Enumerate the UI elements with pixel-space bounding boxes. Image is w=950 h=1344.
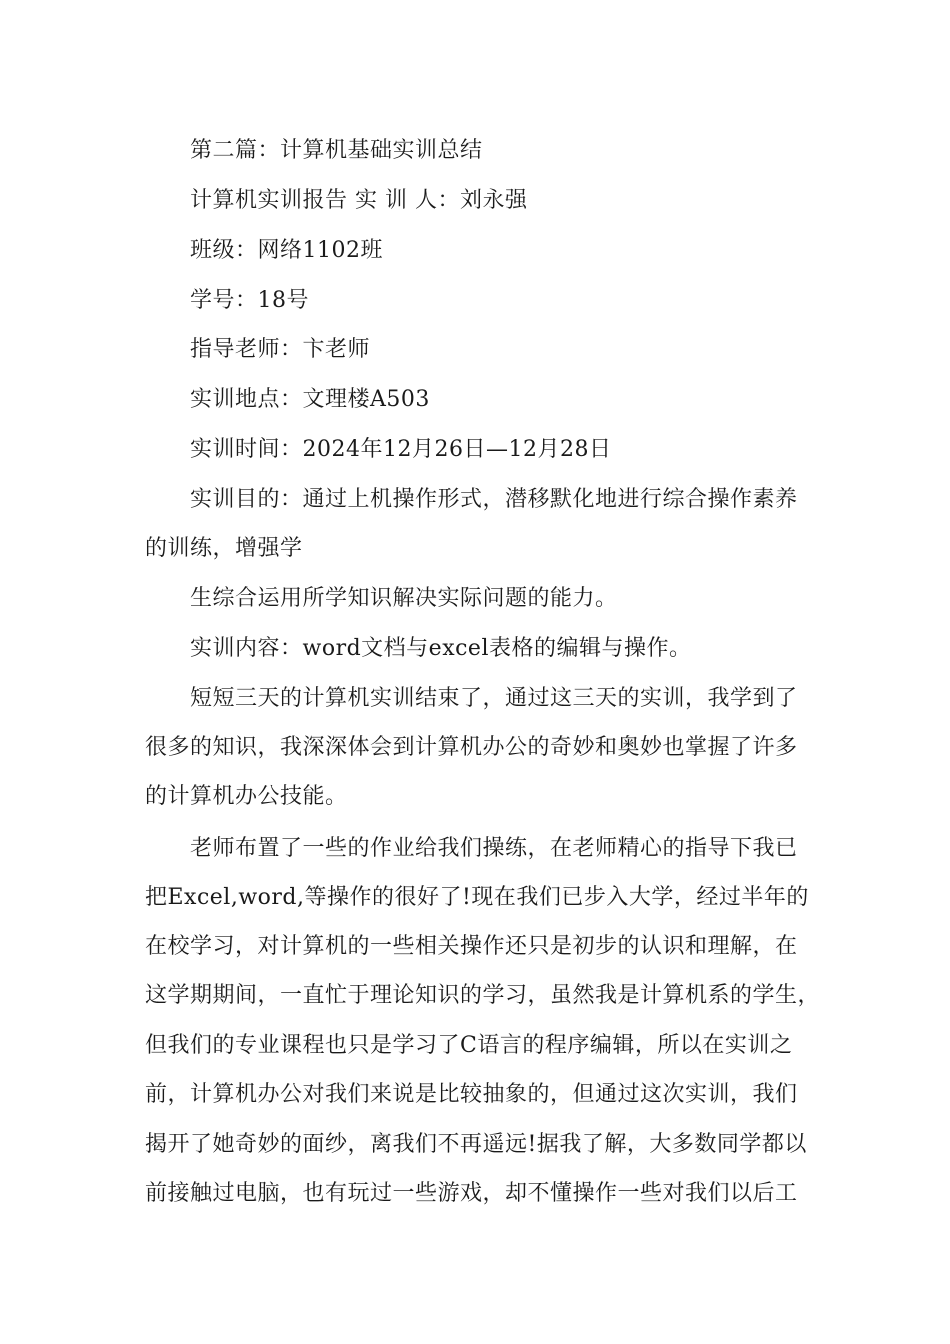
- paragraph2-line: 前接触过电脑，也有玩过一些游戏，却不懂操作一些对我们以后工: [145, 1181, 798, 1206]
- content-line: 实训内容：word文档与excel表格的编辑与操作。: [190, 636, 692, 661]
- header-line-teacher: 指导老师：卞老师: [190, 337, 371, 362]
- paragraph2-line: 在校学习，对计算机的一些相关操作还只是初步的认识和理解，在: [145, 934, 798, 959]
- purpose-line-3: 生综合运用所学知识解决实际问题的能力。: [190, 586, 618, 611]
- document-heading: 第二篇：计算机基础实训总结: [190, 138, 483, 163]
- header-line-trainee: 计算机实训报告 实 训 人：刘永强: [190, 188, 528, 213]
- paragraph2-line: 但我们的专业课程也只是学习了C语言的程序编辑，所以在实训之: [145, 1033, 793, 1058]
- paragraph2-line: 这学期期间，一直忙于理论知识的学习，虽然我是计算机系的学生，: [145, 983, 821, 1008]
- header-line-location: 实训地点：文理楼A503: [190, 387, 430, 412]
- paragraph2-line: 揭开了她奇妙的面纱，离我们不再遥远!据我了解，大多数同学都以: [145, 1132, 807, 1157]
- header-line-class: 班级：网络1102班: [190, 238, 383, 263]
- paragraph1-line: 的计算机办公技能。: [145, 784, 348, 809]
- paragraph1-line: 很多的知识，我深深体会到计算机办公的奇妙和奥妙也掌握了许多: [145, 735, 798, 760]
- paragraph2-line: 老师布置了一些的作业给我们操练，在老师精心的指导下我已: [190, 836, 798, 861]
- paragraph2-line: 前，计算机办公对我们来说是比较抽象的，但通过这次实训，我们: [145, 1082, 798, 1107]
- header-line-time: 实训时间：2024年12月26日—12月28日: [190, 437, 612, 462]
- paragraph2-line: 把Excel,word,等操作的很好了!现在我们已步入大学，经过半年的: [145, 885, 809, 910]
- purpose-line-1: 实训目的：通过上机操作形式，潜移默化地进行综合操作素养: [190, 487, 798, 512]
- paragraph1-line: 短短三天的计算机实训结束了，通过这三天的实训，我学到了: [190, 686, 798, 711]
- header-line-student-number: 学号：18号: [190, 288, 309, 313]
- purpose-line-2: 的训练，增强学: [145, 536, 303, 561]
